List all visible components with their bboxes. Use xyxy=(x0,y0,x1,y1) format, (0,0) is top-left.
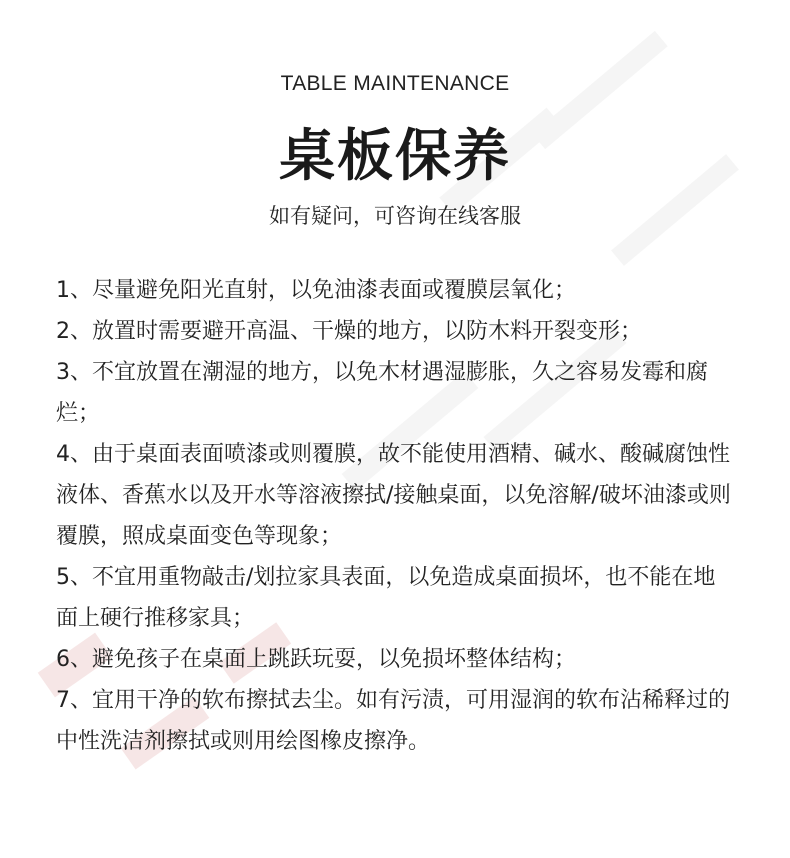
list-item: 3、不宜放置在潮湿的地方，以免木材遇湿膨胀，久之容易发霉和腐烂； xyxy=(56,360,708,426)
list-item: 5、不宜用重物敲击/划拉家具表面，以免造成桌面损坏，也不能在地面上硬行推移家具； xyxy=(56,565,716,631)
list-item: 4、由于桌面表面喷漆或则覆膜，故不能使用酒精、碱水、酸碱腐蚀性液体、香蕉水以及开水等溶液擦拭/接触桌面，以免溶解/破坏油漆或则覆膜，照成桌面变色等现象； xyxy=(56,442,731,549)
maintenance-list xyxy=(56,270,736,762)
list-item: 7、宜用干净的软布擦拭去尘。如有污渍，可用湿润的软布沾稀释过的中性洗洁剂擦拭或则用绘图橡皮擦净。 xyxy=(56,688,730,754)
page-title: 桌板保养 xyxy=(279,124,511,189)
list-item: 6、避免孩子在桌面上跳跃玩耍，以免损坏整体结构； xyxy=(56,647,576,672)
list-item: 2、放置时需要避开高温、干燥的地方，以防木料开裂变形； xyxy=(56,319,642,344)
consult-note: 如有疑问，可咨询在线客服 xyxy=(269,204,521,228)
subtitle-english: TABLE MAINTENANCE xyxy=(280,72,510,95)
list-item: 1、尽量避免阳光直射，以免油漆表面或覆膜层氧化； xyxy=(56,278,576,303)
